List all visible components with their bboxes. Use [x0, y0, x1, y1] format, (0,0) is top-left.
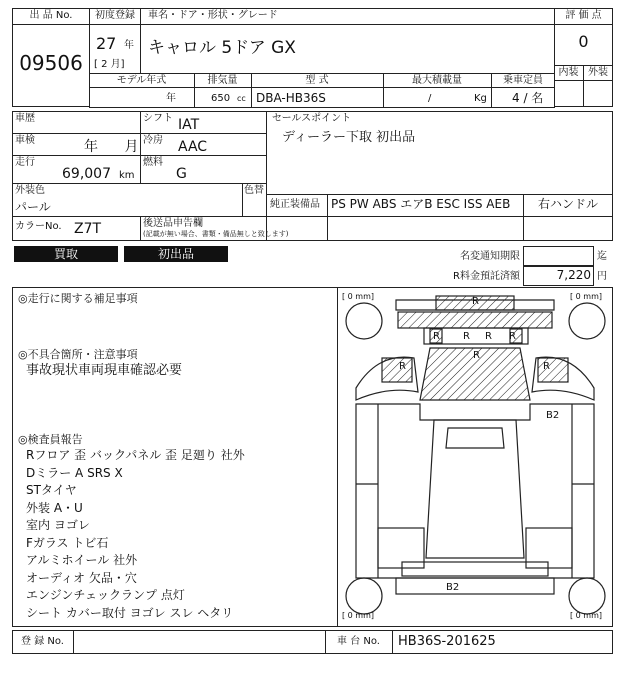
aftermarket-label: 後送品申告欄: [143, 218, 203, 229]
inspector-report-line: Rフロア 歪 バックパネル 歪 足廻り 社外: [26, 448, 245, 462]
type-value: DBA-HB36S: [256, 91, 326, 105]
displacement-value: 650: [211, 93, 231, 104]
recycle-label: R料金預託済額: [453, 271, 520, 282]
mileage-value: 69,007: [62, 166, 111, 182]
equipment-list: PS PW ABS エアB ESC ISS AEB: [331, 197, 511, 211]
footer-box: [12, 630, 613, 654]
transfer-deadline-label: 名変通知期限: [460, 251, 520, 262]
reg-no-label: 登 録 No.: [21, 636, 64, 647]
mark-r-1: R: [433, 331, 440, 342]
shift-label: シフト: [143, 113, 173, 124]
max-load-label: 最大積載量: [412, 75, 462, 86]
color-no-value: Z7T: [74, 221, 102, 237]
driving-notes-title: ◎走行に関する補足事項: [18, 292, 138, 305]
ac-label: 冷房: [143, 135, 163, 146]
inspection-label: 車検: [15, 135, 35, 146]
max-load-unit: Kg: [474, 93, 487, 104]
rating-label: 評 価 点: [565, 10, 602, 21]
rear-bumper: [396, 578, 554, 594]
tire-rear-left: [346, 578, 382, 614]
inspector-report-line: Dミラー A SRS X: [26, 465, 123, 480]
front-panel: [398, 312, 552, 328]
tire-rear-right: [569, 578, 605, 614]
first-listing-badge: 初出品: [124, 246, 228, 262]
inspector-report-line: アルミホイール 社外: [26, 553, 138, 567]
exterior-label: 外装: [588, 67, 608, 78]
fuel-value: G: [176, 166, 187, 182]
tire-front-left: [346, 303, 382, 339]
inspector-report-line: シート カバー取付 ヨゴレ スレ ヘタリ: [26, 605, 234, 620]
mileage-label: 走行: [15, 157, 35, 168]
history-label: 車歴: [15, 113, 35, 124]
interior-label: 内装: [558, 67, 579, 78]
exterior-color-label: 外装色: [15, 185, 45, 196]
inspector-report-line: 外装 A・U: [26, 500, 83, 515]
rating-value: 0: [578, 32, 589, 51]
chassis-number: HB36S-201625: [398, 634, 496, 649]
inspection-value: 年 月: [84, 139, 139, 155]
buy-badge: 買取: [14, 246, 118, 262]
equipment-label: 純正装備品: [270, 199, 320, 210]
type-label: 型 式: [305, 75, 329, 86]
reg-month: [ 2 月]: [94, 59, 125, 70]
roof: [426, 420, 524, 558]
color-no-label: カラーNo.: [15, 221, 62, 232]
car-diagram-svg: [338, 288, 612, 626]
lot-number: 09506: [19, 51, 83, 75]
mark-b2-side: B2: [546, 410, 560, 421]
tire-fr-depth: [ 0 mm]: [570, 292, 603, 301]
body-outline: [356, 404, 594, 578]
capacity-value: 4 / 名: [512, 91, 544, 105]
transfer-deadline-unit: 迄: [597, 251, 607, 262]
exterior-color-value: パール: [15, 200, 51, 214]
mark-r-front: R: [472, 296, 479, 307]
defect-notes-title: ◎不具合箇所・注意事項: [18, 348, 138, 361]
aftermarket-note: (記載が無い場合、書類・備品無しと致します): [143, 230, 289, 238]
sales-point-label: セールスポイント: [272, 113, 352, 124]
first-reg-label: 初度登録: [95, 10, 135, 21]
model-year-label: モデル年式: [116, 75, 167, 86]
model-label: 車名・ドア・形状・グレード: [148, 10, 278, 21]
mark-r-windshield: R: [473, 350, 480, 361]
mark-r-3: R: [485, 331, 492, 342]
ac-value: AAC: [178, 139, 208, 155]
mark-r-left: R: [399, 361, 406, 372]
displacement-label: 排気量: [207, 75, 238, 86]
tire-rl-depth: [ 0 mm]: [342, 611, 375, 620]
inspector-report-line: 室内 ヨゴレ: [26, 518, 90, 532]
lot-label: 出 品 No.: [29, 10, 73, 21]
fuel-label: 燃料: [143, 157, 163, 168]
mark-r-right: R: [543, 361, 550, 372]
inspector-report-title: ◎検査員報告: [18, 433, 83, 446]
mark-r-4: R: [509, 331, 516, 342]
inspector-report-line: エンジンチェックランプ 点灯: [26, 588, 185, 602]
mark-b2-rear: B2: [446, 582, 460, 593]
inspector-report-line: Fガラス トビ石: [26, 535, 109, 550]
tire-fl-depth: [ 0 mm]: [342, 292, 375, 301]
inspector-report-line: STタイヤ: [26, 483, 77, 497]
reg-year: 27: [96, 34, 117, 53]
max-load-value: /: [428, 93, 432, 104]
tire-front-right: [569, 303, 605, 339]
tire-rr-depth: [ 0 mm]: [570, 611, 603, 620]
sales-point-text: ディーラー下取 初出品: [282, 130, 416, 145]
recycle-unit: 円: [597, 271, 607, 282]
model-name: キャロル 5ドア GX: [148, 38, 296, 58]
damage-diagram: [337, 287, 613, 627]
transfer-deadline-field: [523, 246, 594, 266]
reg-year-unit: 年: [124, 40, 134, 51]
mark-r-2: R: [463, 331, 470, 342]
inspector-report-line: オーディオ 欠品・穴: [26, 570, 137, 585]
shift-value: IAT: [178, 117, 200, 133]
repaint-label: 色替: [244, 185, 264, 196]
mileage-unit: km: [119, 170, 135, 181]
chassis-label: 車 台 No.: [337, 636, 380, 647]
displacement-unit: cc: [237, 94, 246, 103]
capacity-label: 乗車定員: [503, 75, 543, 86]
steering-value: 右ハンドル: [537, 197, 598, 211]
defect-notes-text: 事故現状車両現車確認必要: [26, 363, 183, 378]
model-year-unit: 年: [166, 93, 176, 104]
recycle-value: 7,220: [556, 268, 591, 282]
